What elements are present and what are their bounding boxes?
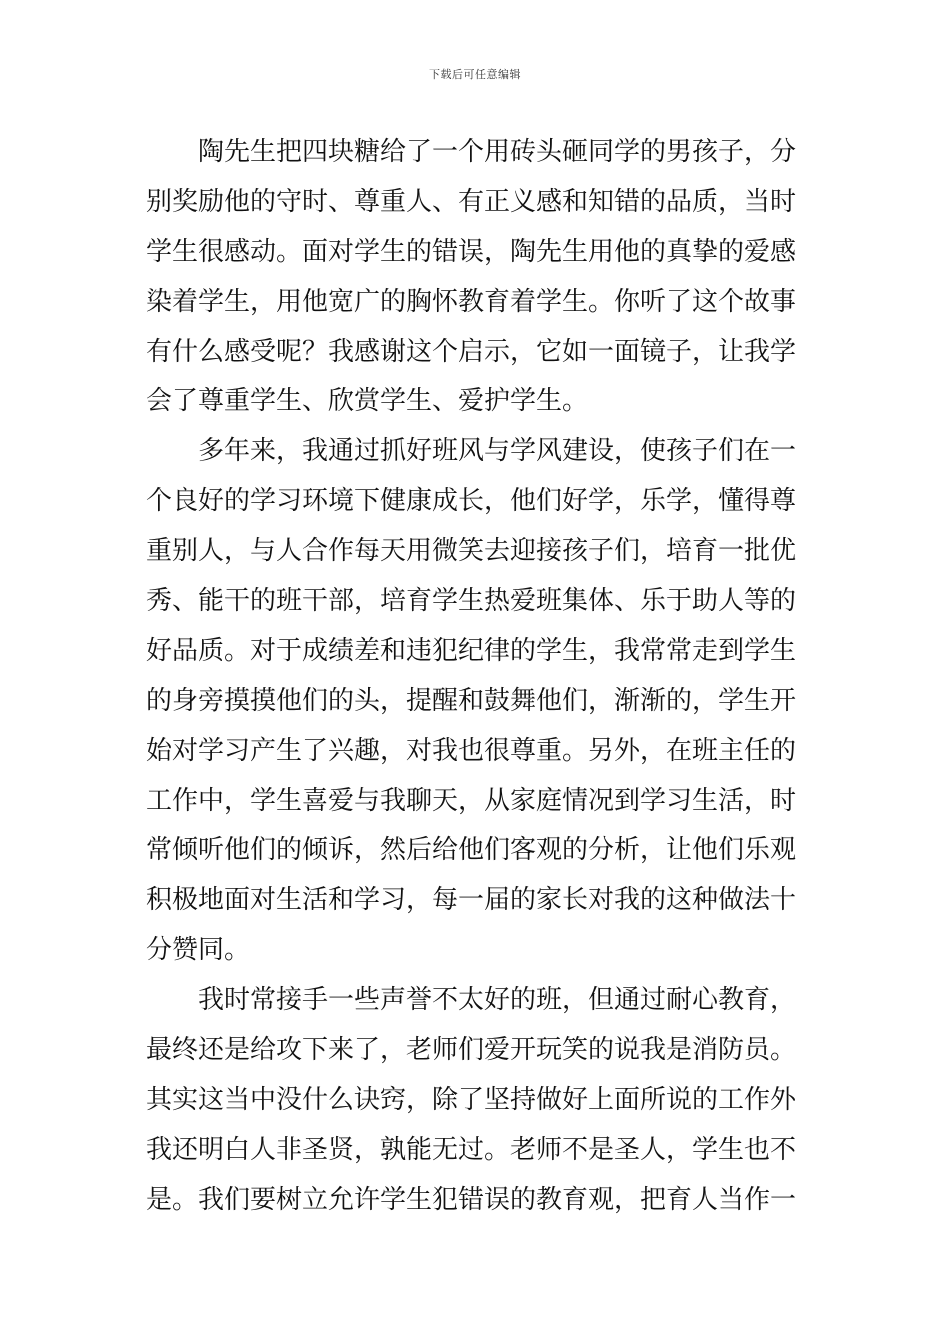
text-line: 积极地面对生活和学习，每一届的家长对我的这种做法十	[146, 885, 797, 916]
text-line: 别奖励他的守时、尊重人、有正义感和知错的品质，当时	[146, 186, 797, 217]
text-line: 重别人，与人合作每天用微笑去迎接孩子们，培育一批优	[146, 536, 797, 567]
text-line: 会了尊重学生、欣赏学生、爱护学生。	[146, 386, 589, 417]
text-line: 染着学生，用他宽广的胸怀教育着学生。你听了这个故事	[146, 286, 797, 317]
text-line: 有什么感受呢？我感谢这个启示，它如一面镜子，让我学	[146, 336, 797, 367]
text-line: 好品质。对于成绩差和违犯纪律的学生，我常常走到学生	[146, 635, 797, 666]
text-line: 分赞同。	[146, 935, 251, 966]
page-header: 下载后可任意编辑	[429, 68, 521, 81]
text-line: 我时常接手一些声誉不太好的班，但通过耐心教育，	[198, 985, 797, 1016]
text-line: 的身旁摸摸他们的头，提醒和鼓舞他们，渐渐的，学生开	[146, 685, 797, 716]
text-line: 陶先生把四块糖给了一个用砖头砸同学的男孩子，分	[198, 137, 797, 167]
text-line: 是。我们要树立允许学生犯错误的教育观，把育人当作一	[146, 1184, 797, 1215]
text-line: 秀、能干的班干部，培育学生热爱班集体、乐于助人等的	[146, 586, 797, 617]
text-line: 始对学习产生了兴趣，对我也很尊重。另外，在班主任的	[146, 735, 797, 766]
text-line: 常倾听他们的倾诉，然后给他们客观的分析，让他们乐观	[146, 835, 797, 866]
body-text	[146, 128, 810, 1226]
text-line: 我还明白人非圣贤，孰能无过。老师不是圣人，学生也不	[146, 1134, 797, 1165]
text-line: 其实这当中没什么诀窍，除了坚持做好上面所说的工作外	[146, 1084, 797, 1115]
text-line: 最终还是给攻下来了，老师们爱开玩笑的说我是消防员。	[146, 1035, 797, 1066]
text-line: 个良好的学习环境下健康成长，他们好学，乐学，懂得尊	[146, 486, 797, 517]
text-line: 学生很感动。面对学生的错误，陶先生用他的真挚的爱感	[146, 236, 797, 267]
text-line: 工作中，学生喜爱与我聊天，从家庭情况到学习生活，时	[146, 785, 797, 816]
text-line: 多年来，我通过抓好班风与学风建设，使孩子们在一	[198, 436, 797, 467]
